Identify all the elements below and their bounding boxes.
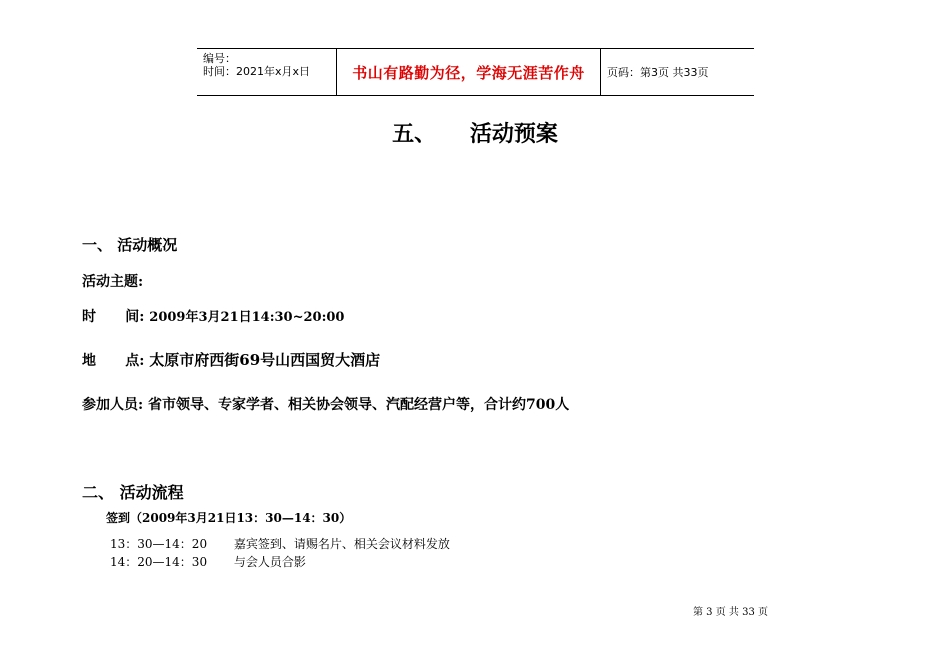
place-row <box>82 349 380 370</box>
schedule-row <box>110 535 450 552</box>
header-time-label: 时间：2021年x月x日 <box>203 65 311 78</box>
schedule-time: 14：20—14：30 <box>110 555 208 569</box>
participants-row <box>82 394 569 414</box>
signin-line: 签到（2009年3月21日13：30—14：30） <box>106 511 352 525</box>
page-title: 五、 活动预案 <box>392 122 558 147</box>
section1-heading: 一、 活动概况 <box>82 236 178 254</box>
participants-value: 省市领导、专家学者、相关协会领导、汽配经营户等，合计约700人 <box>148 397 570 413</box>
page-footer: 第 3 页 共 33 页 <box>693 607 768 618</box>
header-motto: 书山有路勤为径，学海无涯苦作舟 <box>337 49 601 95</box>
place-label: 地 点: <box>82 353 145 369</box>
theme-label: 活动主题: <box>82 274 144 290</box>
schedule-desc: 与会人员合影 <box>233 555 306 569</box>
schedule-row <box>110 553 306 570</box>
schedule-desc: 嘉宾签到、请赐名片、相关会议材料发放 <box>233 537 450 551</box>
place-value: 太原市府西街69号山西国贸大酒店 <box>149 351 381 369</box>
time-row <box>82 306 344 326</box>
participants-label: 参加人员: <box>82 397 144 413</box>
time-label: 时 间: <box>82 309 145 325</box>
schedule-time: 13：30—14：20 <box>110 537 208 551</box>
section2-heading: 二、 活动流程 <box>82 483 184 502</box>
header-meta-cell <box>197 49 337 95</box>
page-header <box>197 48 754 96</box>
header-page-code: 页码：第3页 共33页 <box>607 66 709 79</box>
header-number-label: 编号： <box>203 52 236 65</box>
time-value: 2009年3月21日14:30~20:00 <box>149 310 345 325</box>
